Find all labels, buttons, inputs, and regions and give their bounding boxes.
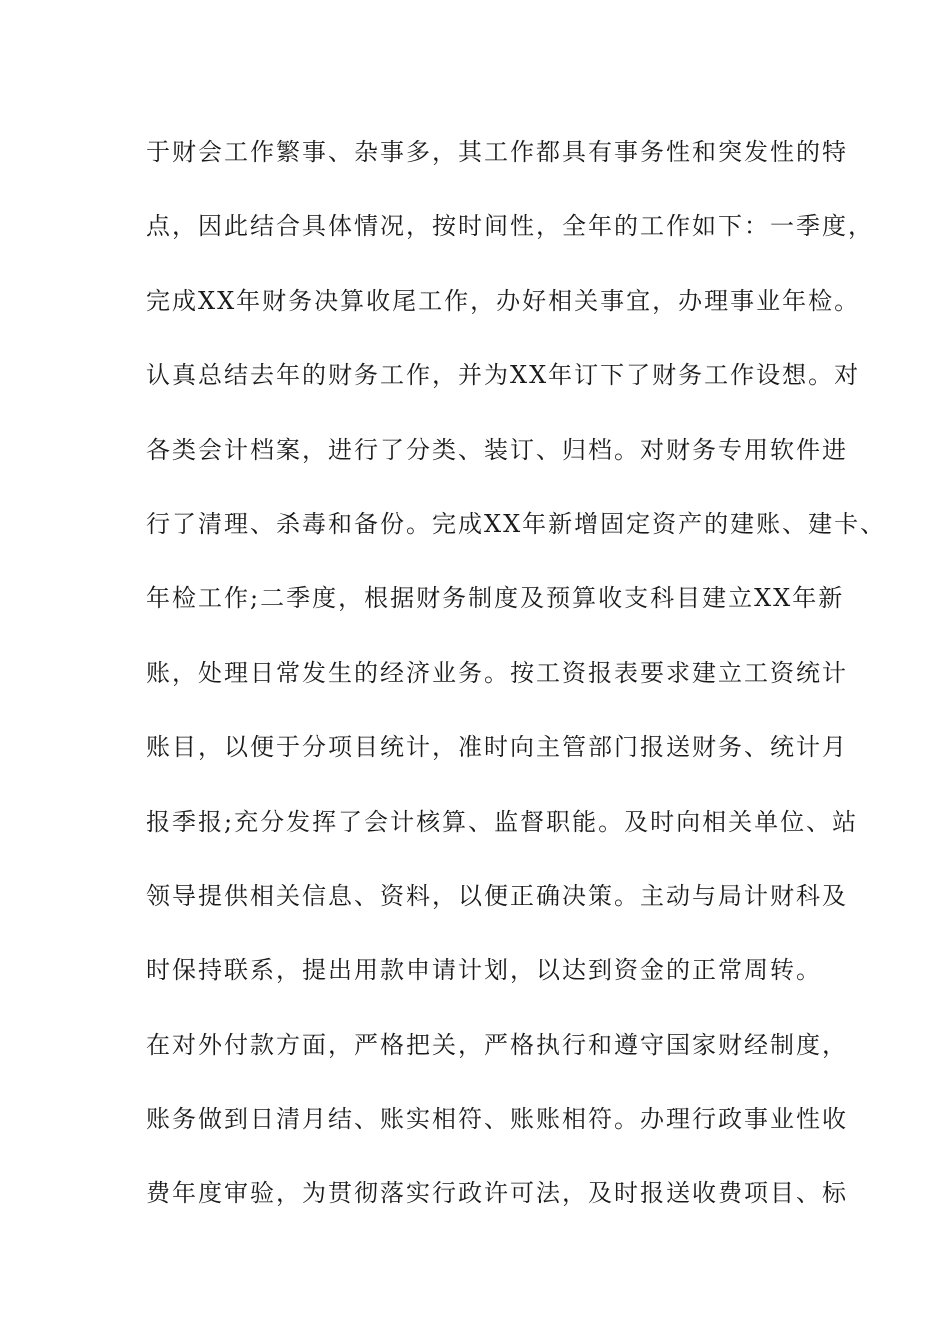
text-line-2: 点，因此结合具体情况，按时间性，全年的工作如下：一季度， [146, 212, 874, 241]
text-line-5: 各类会计档案，进行了分类、装订、归档。对财务专用软件进 [146, 435, 848, 464]
text-line-1: 于财会工作繁事、杂事多，其工作都具有事务性和突发性的特 [146, 138, 848, 166]
text-line-15: 费年度审验，为贯彻落实行政许可法，及时报送收费项目、标 [146, 1179, 848, 1208]
text-line-14: 账务做到日清月结、账实相符、账账相符。办理行政事业性收 [146, 1105, 848, 1134]
text-line-10: 报季报;充分发挥了会计核算、监督职能。及时向相关单位、站 [146, 807, 859, 836]
text-line-7: 年检工作;二季度，根据财务制度及预算收支科目建立XX年新 [146, 584, 845, 613]
text-line-12: 时保持联系，提出用款申请计划，以达到资金的正常周转。 [146, 956, 822, 985]
text-line-6: 行了清理、杀毒和备份。完成XX年新增固定资产的建账、建卡、 [146, 509, 887, 538]
text-line-11: 领导提供相关信息、资料，以便正确决策。主动与局计财科及 [146, 881, 848, 910]
text-line-4: 认真总结去年的财务工作，并为XX年订下了财务工作设想。对 [146, 361, 861, 390]
document-body [146, 132, 887, 1248]
text-line-3: 完成XX年财务决算收尾工作，办好相关事宜，办理事业年检。 [146, 286, 861, 315]
text-line-13: 在对外付款方面，严格把关，严格执行和遵守国家财经制度， [146, 1030, 848, 1059]
text-line-8: 账，处理日常发生的经济业务。按工资报表要求建立工资统计 [146, 658, 848, 687]
text-line-9: 账目，以便于分项目统计，准时向主管部门报送财务、统计月 [146, 733, 848, 762]
